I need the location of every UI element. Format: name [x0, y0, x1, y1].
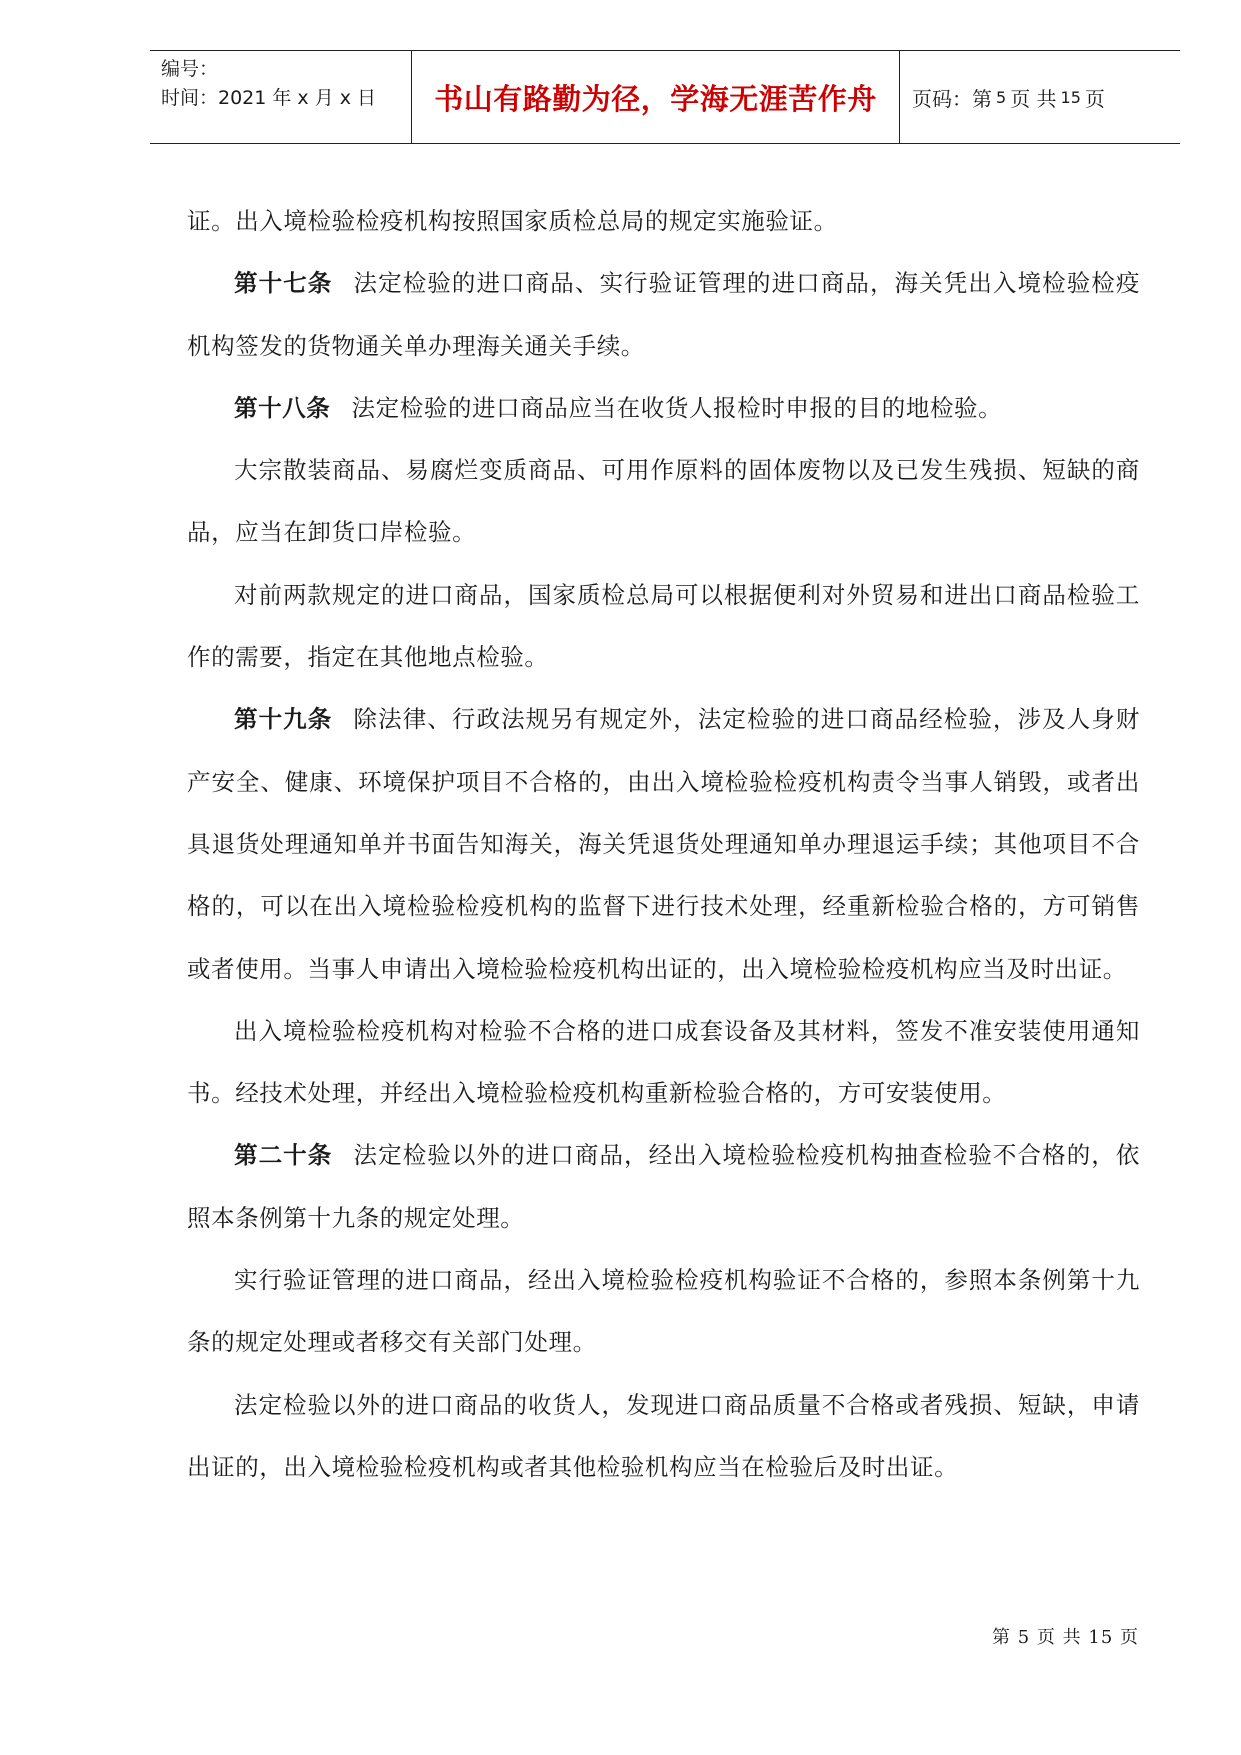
- paragraph-text: 法定检验的进口商品应当在收货人报检时申报的目的地检验。: [351, 393, 1003, 422]
- header-page-number: [900, 51, 1180, 143]
- article-number: 第十七条: [234, 269, 333, 298]
- date-label: 时间：2021 年 x 月 x 日: [161, 87, 377, 109]
- article-number: 第二十条: [234, 1141, 333, 1170]
- paragraph: [187, 439, 1140, 564]
- page-total: 15: [1060, 87, 1081, 107]
- paragraph: [187, 564, 1140, 689]
- paragraph-text: 法定检验的进口商品、实行验证管理的进口商品，海关凭出入境检验检疫机构签发的货物通关单办理海关通关手续。: [187, 269, 1140, 360]
- page-footer: 第 5 页 共 15 页: [992, 1627, 1139, 1648]
- paragraph-text: 法定检验以外的进口商品的收货人，发现进口商品质量不合格或者残损、短缺，申请出证的，出入境检验检疫机构或者其他检验机构应当在检验后及时出证。: [187, 1390, 1140, 1481]
- paragraph-text: 除法律、行政法规另有规定外，法定检验的进口商品经检验，涉及人身财产安全、健康、环境保护项目不合格的，由出入境检验检疫机构责令当事人销毁，或者出具退货处理通知单并书面告知海关，海关凭退货处理通知单办理退运手续；其他项目不合格的，可以在出入境检验检疫机构的监督下进行技术处理，经重新检验合格的，方可销售或者使用。当事人申请出入境检验检疫机构出证的，出入境检验检疫机构应当及时出证。: [187, 705, 1140, 983]
- article-paragraph: [187, 252, 1140, 377]
- paragraph: [187, 1249, 1140, 1374]
- page-suffix: 页: [1084, 86, 1105, 111]
- paragraph-text: 对前两款规定的进口商品，国家质检总局可以根据便利对外贸易和进出口商品检验工作的需要，指定在其他地点检验。: [187, 580, 1140, 672]
- article-number: 第十八条: [234, 393, 331, 422]
- page-header: [150, 50, 1180, 144]
- header-meta: [150, 51, 412, 143]
- article-paragraph: [187, 688, 1140, 999]
- paragraph-text: 大宗散装商品、易腐烂变质商品、可用作原料的固体废物以及已发生残损、短缺的商品，应当在卸货口岸检验。: [187, 456, 1140, 547]
- page-mid: 页 共: [1010, 86, 1057, 111]
- paragraph: [187, 1374, 1140, 1499]
- paragraph: [187, 190, 1140, 252]
- article-paragraph: [187, 377, 1140, 439]
- paragraph-text: 证。出入境检验检疫机构按照国家质检总局的规定实施验证。: [187, 207, 838, 235]
- paragraph-text: 法定检验以外的进口商品，经出入境检验检疫机构抽查检验不合格的，依照本条例第十九条的规定处理。: [187, 1141, 1140, 1232]
- page-prefix: 页码：第: [912, 86, 992, 111]
- serial-number-label: 编号：: [161, 58, 219, 80]
- paragraph-text: 实行验证管理的进口商品，经出入境检验检疫机构验证不合格的，参照本条例第十九条的规定处理或者移交有关部门处理。: [187, 1266, 1140, 1357]
- article-number: 第十九条: [234, 705, 333, 734]
- motto: 书山有路勤为径，学海无涯苦作舟: [434, 81, 877, 116]
- document-body: [187, 190, 1140, 1498]
- paragraph: [187, 1000, 1140, 1125]
- article-paragraph: [187, 1124, 1140, 1249]
- page-current: 5: [996, 87, 1007, 107]
- paragraph-text: 出入境检验检疫机构对检验不合格的进口成套设备及其材料，签发不准安装使用通知书。经技术处理，并经出入境检验检疫机构重新检验合格的，方可安装使用。: [187, 1016, 1140, 1108]
- header-motto-cell: [412, 51, 900, 143]
